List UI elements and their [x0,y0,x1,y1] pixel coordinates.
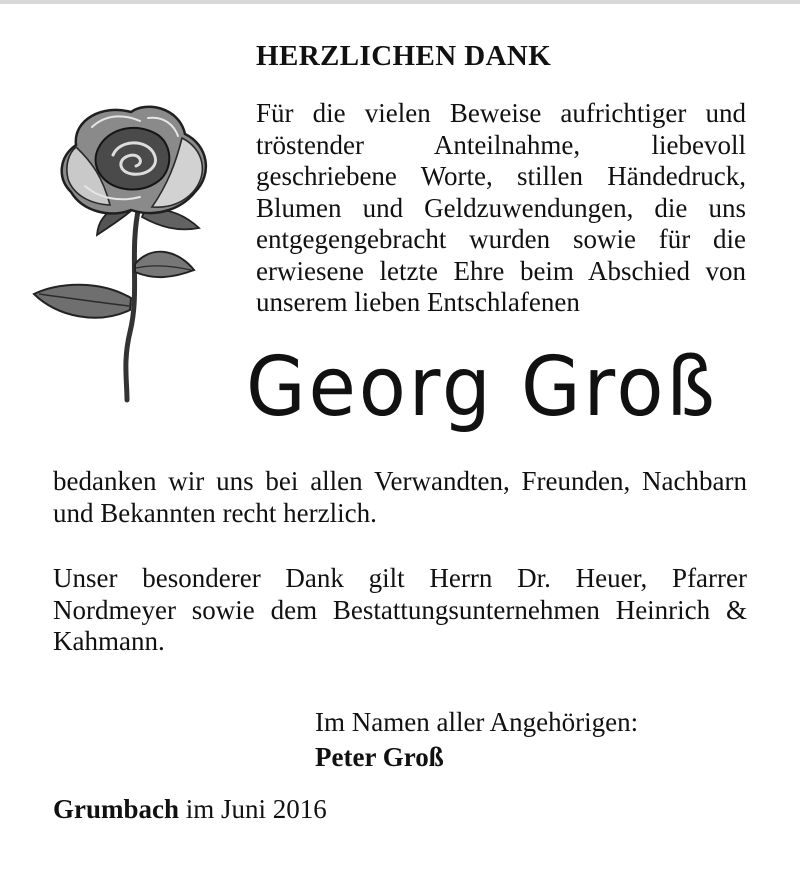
signature-block [315,705,638,775]
special-thanks-paragraph: Unser besonderer Dank gilt Herrn Dr. Heuer, Pfarrer Nordmeyer sowie dem Bestattungsunternehmen Heinrich & Kahmann. [53,563,747,656]
deceased-name: Georg Groß [246,340,718,435]
place-name: Grumbach [53,794,180,824]
signature-intro: Im Namen aller Angehörigen: [315,707,639,737]
date-text: im Juni 2016 [179,794,327,824]
rose-illustration-group [34,107,206,400]
thanks-paragraph: bedanken wir uns bei allen Verwandten, Freunden, Nachbarn und Bekannten recht herzlich. [53,466,747,528]
top-border [0,0,800,4]
rose-center-dark [96,128,170,190]
rose-right-leaf [135,252,194,277]
place-date-line [53,792,327,827]
page-title: HERZLICHEN DANK [256,40,552,72]
rose-icon [28,96,228,406]
signature-name: Peter Groß [315,742,444,772]
intro-text: Für die vielen Beweise aufrichtiger und tröstender Anteilnahme, liebevoll geschriebene Worte, stillen Händedruck, Blumen und Geldzuwendungen, die uns entgegengebracht wurden sowie für die erwiesene letzte Ehre beim Abschied von unserem lieben Entschlafenen [256,98,746,317]
rose-left-leaf [34,285,131,318]
